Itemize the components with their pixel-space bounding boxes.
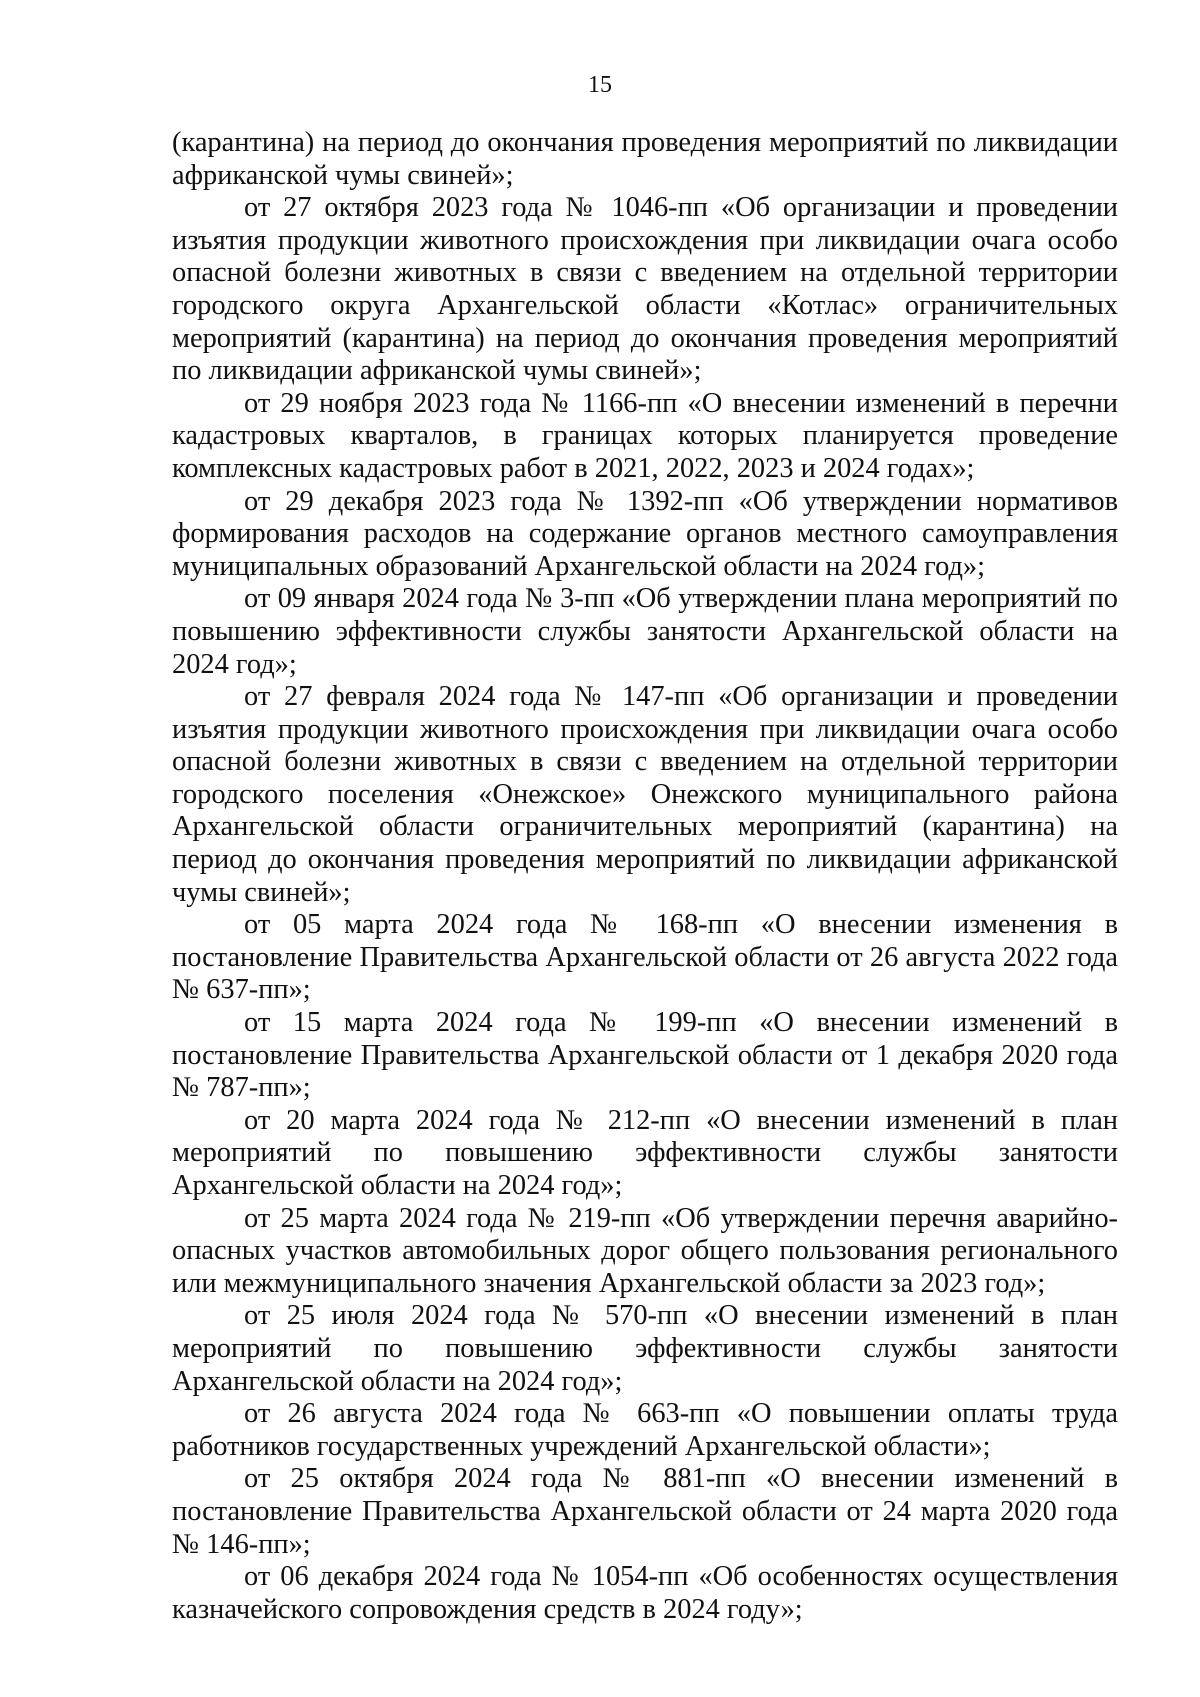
paragraph-continuation: (карантина) на период до окончания проведения мероприятий по ликвидации африканской чумы свиней»; — [172, 127, 1118, 191]
paragraph-resolution-147: от 27 февраля 2024 года № 147-пп «Об организации и проведении изъятия продукции животного происхождения при ликвидации очага особо опасной болезни животных в связи с введением на отдельной территории городского поселения «Онежское» Онежского муниципального района Архангельской области ограничительных мероприятий (карантина) на период до окончания проведения мероприятий по ликвидации африканской чумы свиней»; — [172, 681, 1118, 908]
paragraph-resolution-881: от 25 октября 2024 года № 881-пп «О внесении изменений в постановление Правительства Архангельской области от 24 марта 2020 года № 146-пп»; — [172, 1463, 1118, 1560]
paragraph-resolution-1166: от 29 ноября 2023 года № 1166-пп «О внесении изменений в перечни кадастровых кварталов, в границах которых планируется проведение комплексных кадастровых работ в 2021, 2022, 2023 и 2024 годах»; — [172, 387, 1118, 484]
paragraph-resolution-3: от 09 января 2024 года № 3-пп «Об утверждении плана мероприятий по повышению эффективности службы занятости Архангельской области на 2024 год»; — [172, 583, 1118, 680]
paragraph-resolution-199: от 15 марта 2024 года № 199-пп «О внесении изменений в постановление Правительства Архангельской области от 1 декабря 2020 года № 787-пп»; — [172, 1007, 1118, 1104]
paragraph-resolution-212: от 20 марта 2024 года № 212-пп «О внесении изменений в план мероприятий по повышению эффективности службы занятости Архангельской области на 2024 год»; — [172, 1104, 1118, 1201]
document-body — [172, 127, 1118, 1626]
paragraph-resolution-663: от 26 августа 2024 года № 663-пп «О повышении оплаты труда работников государственных учреждений Архангельской области»; — [172, 1398, 1118, 1462]
paragraph-resolution-1054: от 06 декабря 2024 года № 1054-пп «Об особенностях осуществления казначейского сопровождения средств в 2024 году»; — [172, 1561, 1118, 1625]
paragraph-resolution-570: от 25 июля 2024 года № 570-пп «О внесении изменений в план мероприятий по повышению эффективности службы занятости Архангельской области на 2024 год»; — [172, 1300, 1118, 1397]
paragraph-resolution-1046: от 27 октября 2023 года № 1046-пп «Об организации и проведении изъятия продукции животного происхождения при ликвидации очага особо опасной болезни животных в связи с введением на отдельной территории городского округа Архангельской области «Котлас» ограничительных мероприятий (карантина) на период до окончания проведения мероприятий по ликвидации африканской чумы свиней»; — [172, 192, 1118, 387]
paragraph-resolution-168: от 05 марта 2024 года № 168-пп «О внесении изменения в постановление Правительства Архангельской области от 26 августа 2022 года № 637-пп»; — [172, 909, 1118, 1006]
paragraph-resolution-219: от 25 марта 2024 года № 219-пп «Об утверждении перечня аварийно-опасных участков автомобильных дорог общего пользования регионального или межмуниципального значения Архангельской области за 2023 год»; — [172, 1202, 1118, 1299]
page-number: 15 — [588, 72, 612, 98]
paragraph-resolution-1392: от 29 декабря 2023 года № 1392-пп «Об утверждении нормативов формирования расходов на содержание органов местного самоуправления муниципальных образований Архангельской области на 2024 год»; — [172, 485, 1118, 582]
